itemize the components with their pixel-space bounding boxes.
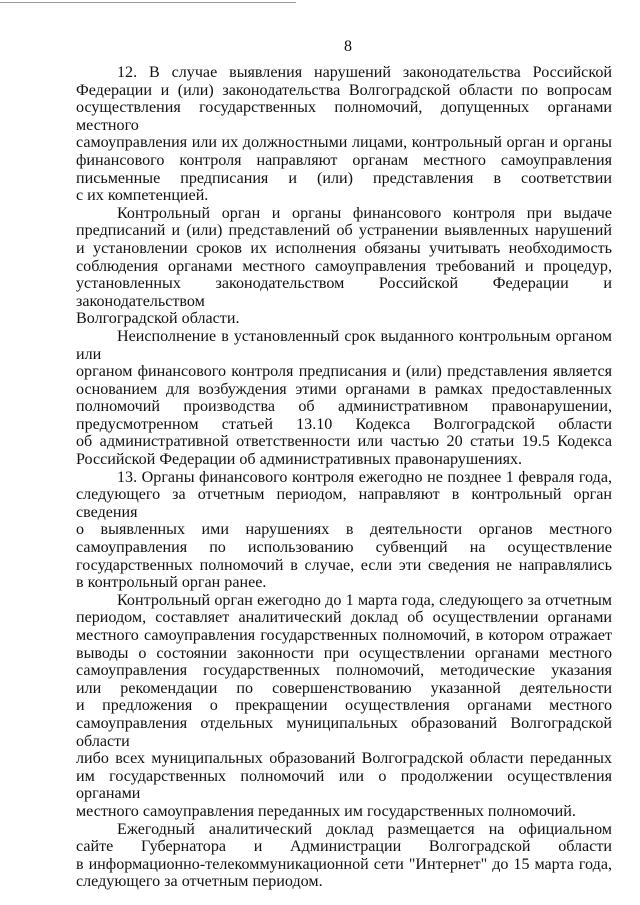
paragraph-line: предписаний и (или) представлений об устранении выявленных нарушений	[76, 222, 612, 240]
paragraph-line: государственных полномочий в случае, если эти сведения не направлялись	[76, 556, 612, 574]
paragraph-line: самоуправления по использованию субвенций на осуществление	[76, 539, 612, 557]
paragraph-line: выводы о состоянии законности при осуществлении органами местного	[76, 644, 612, 662]
paragraph-line: Федерации и (или) законодательства Волгоградской области по вопросам	[76, 81, 612, 99]
paragraph-line: следующего за отчетным периодом.	[76, 873, 323, 891]
paragraph	[76, 821, 612, 891]
paragraph-line: с их компетенцией.	[76, 187, 209, 205]
paragraph-line: самоуправления государственных полномочий, методические указания	[76, 662, 612, 680]
paragraph-line: письменные предписания и (или) представления в соответствии	[76, 169, 612, 187]
header-rule	[0, 2, 296, 3]
paragraph-line: Контрольный орган ежегодно до 1 марта года, следующего за отчетным	[117, 591, 612, 609]
paragraph-line: соблюдения органами местного самоуправления требований и процедур,	[76, 257, 612, 275]
paragraph-line: органом финансового контроля предписания и (или) представления является	[76, 363, 612, 381]
paragraph-line: самоуправления отдельных муниципальных образований Волгоградской области	[76, 714, 612, 750]
paragraph	[76, 328, 612, 469]
paragraph-line: следующего за отчетным периодом, направляют в контрольный орган сведения	[76, 486, 612, 521]
paragraph-line: основанием для возбуждения этими органами в рамках предоставленных	[76, 380, 612, 398]
page-number: 8	[344, 38, 352, 55]
paragraph-line: сайте Губернатора и Администрации Волгоградской области	[76, 838, 612, 856]
paragraph-line: либо всех муниципальных образований Волгоградской области переданных	[76, 750, 612, 768]
paragraph-line: полномочий производства об административном правонарушении,	[76, 398, 612, 416]
paragraph-line: Волгоградской области.	[76, 310, 240, 328]
paragraph-line: Российской Федерации об административных правонарушениях.	[76, 451, 523, 469]
paragraph	[76, 592, 612, 821]
paragraph-line: Контрольный орган и органы финансового контроля при выдаче	[117, 204, 612, 222]
paragraph-line: предусмотренном статьей 13.10 Кодекса Волгоградской области	[76, 415, 612, 433]
paragraph-line: 12. В случае выявления нарушений законодательства Российской	[117, 64, 612, 81]
paragraph-line: и установлении сроков их исполнения обязаны учитывать необходимость	[76, 239, 612, 257]
paragraph-line: Неисполнение в установленный срок выданного контрольным органом или	[76, 327, 612, 363]
paragraph-line: 13. Органы финансового контроля ежегодно не позднее 1 февраля года,	[117, 468, 612, 486]
paragraph	[76, 469, 612, 592]
paragraph-line: Ежегодный аналитический доклад размещается на официальном	[117, 820, 612, 838]
document-body	[76, 64, 612, 891]
paragraph-line: в контрольный орган ранее.	[76, 574, 267, 592]
paragraph	[76, 64, 612, 205]
paragraph-line: местного самоуправления государственных полномочий, в котором отражает	[76, 627, 612, 644]
paragraph-line: самоуправления или их должностными лицами, контрольный орган и органы	[76, 134, 612, 152]
paragraph-line: местного самоуправления переданных им государственных полномочий.	[76, 802, 576, 820]
paragraph-line: периодом, составляет аналитический доклад об осуществлении органами	[76, 609, 612, 627]
paragraph-line: установленных законодательством Российской Федерации и законодательством	[76, 275, 612, 310]
paragraph-line: в информационно-телекоммуникационной сети "Интернет" до 15 марта года,	[76, 855, 612, 873]
paragraph-line: или рекомендации по совершенствованию указанной деятельности	[76, 679, 612, 697]
paragraph-line: им государственных полномочий или о продолжении осуществления органами	[76, 767, 612, 803]
paragraph-line: о выявленных ими нарушениях в деятельности органов местного	[76, 521, 612, 539]
paragraph	[76, 205, 612, 328]
paragraph-line: об административной ответственности или частью 20 статьи 19.5 Кодекса	[76, 433, 612, 451]
paragraph-line: и предложения о прекращении осуществления органами местного	[76, 697, 612, 715]
paragraph-line: финансового контроля направляют органам местного самоуправления	[76, 151, 612, 169]
paragraph-line: осуществления государственных полномочий, допущенных органами местного	[76, 99, 612, 134]
